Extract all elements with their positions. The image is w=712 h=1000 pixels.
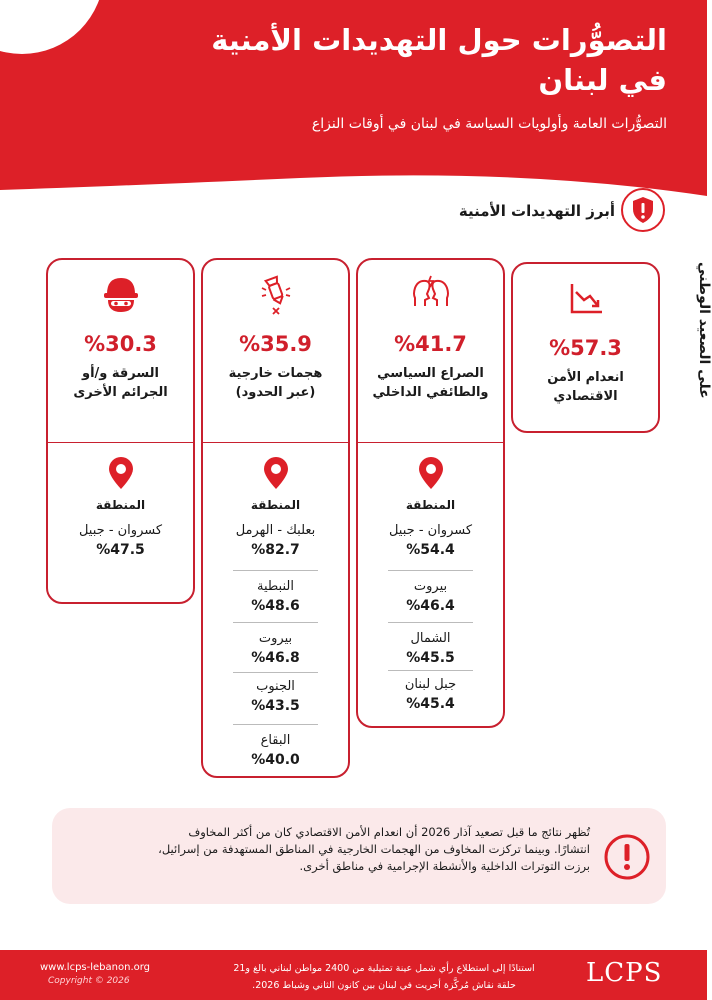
region-divider [388, 622, 473, 623]
threat-label-line-1: هجمات خارجية [228, 366, 323, 381]
source-text [196, 960, 572, 994]
region-divider [233, 622, 318, 623]
region-value: %46.8 [251, 650, 300, 666]
note-text [66, 824, 590, 875]
threat-label-line-1: انعدام الأمن [547, 370, 624, 385]
region-header: المنطقة [405, 498, 456, 512]
copyright-text: Copyright © 2026 [48, 976, 130, 986]
region-value: %40.0 [251, 752, 300, 768]
region-name: الشمال [410, 631, 451, 646]
region-item [358, 578, 503, 616]
card-divider [203, 442, 348, 443]
threat-label-line-2: الاقتصادي [553, 389, 618, 404]
region-item [358, 630, 503, 668]
region-divider [388, 670, 473, 671]
region-divider [233, 724, 318, 725]
footer [0, 950, 707, 1000]
region-divider [388, 570, 473, 571]
conflict-heads-icon [409, 272, 453, 316]
website-link[interactable]: www.lcps-lebanon.org [40, 962, 151, 973]
region-value: %45.5 [406, 650, 455, 666]
region-name: البقاع [260, 733, 291, 748]
region-header: المنطقة [250, 498, 301, 512]
region-name: كسروان - جبيل [78, 523, 163, 538]
threat-percent: %35.9 [239, 332, 312, 356]
location-pin-icon [416, 456, 446, 490]
region-item [48, 522, 193, 560]
exclamation-icon [602, 832, 652, 882]
region-name: بعلبك - الهرمل [235, 523, 316, 538]
source-line-1: استنادًا إلى استطلاع رأي شمل عينة تمثيلية من 2400 مواطن لبناني بالغ و21 [233, 963, 535, 974]
title-line-2: في لبنان [538, 63, 667, 97]
bomb-icon [254, 272, 298, 316]
region-value: %47.5 [96, 542, 145, 558]
region-item [203, 578, 348, 616]
location-pin-icon [106, 456, 136, 490]
threat-percent: %57.3 [549, 336, 622, 360]
threat-label [54, 364, 187, 402]
region-name: بيروت [413, 579, 448, 594]
page-title [67, 20, 667, 100]
note-line-1: تُظهر نتائج ما قبل تصعيد آذار 2026 أن انعدام الأمن الاقتصادي كان من أكثر المخاوف [188, 825, 590, 839]
thief-mask-icon [99, 272, 143, 316]
title-line-1: التصوُّرات حول التهديدات الأمنية [211, 23, 667, 57]
region-item [358, 676, 503, 714]
threat-label-line-2: الجرائم الأخرى [73, 385, 168, 400]
threat-card-economic [511, 262, 660, 433]
region-value: %54.4 [406, 542, 455, 558]
note-line-3: برزت التوترات الداخلية والأنشطة الإجرامية في مناطق أخرى. [299, 859, 590, 873]
region-name: كسروان - جبيل [388, 523, 473, 538]
region-item [203, 678, 348, 716]
threat-label-line-2: (عبر الحدود) [235, 385, 316, 400]
summary-note [52, 808, 666, 904]
region-name: بيروت [258, 631, 293, 646]
header-banner [0, 0, 707, 200]
region-header: المنطقة [95, 498, 146, 512]
region-divider [233, 672, 318, 673]
note-line-2: انتشارًا. وبينما تركزت المخاوف من الهجمات الخارجية في المناطق المستهدفة من إسرائيل، [158, 842, 590, 856]
page-subtitle: التصوُّرات العامة وأولويات السياسة في لبنان في أوقات النزاع [311, 116, 667, 132]
region-name: جبل لبنان [404, 677, 457, 692]
source-line-2: حلقة نقاش مُركَّزة أجريت في لبنان بين كانون الثاني وشباط 2026. [252, 980, 516, 991]
threat-label [209, 364, 342, 402]
region-item [358, 522, 503, 560]
location-pin-icon [261, 456, 291, 490]
threat-label [364, 364, 497, 402]
threat-label [519, 368, 652, 406]
region-value: %43.5 [251, 698, 300, 714]
region-value: %48.6 [251, 598, 300, 614]
threat-label-line-1: السرقة و/أو [82, 366, 159, 381]
threat-percent: %41.7 [394, 332, 467, 356]
threat-card-external [201, 258, 350, 778]
threat-percent: %30.3 [84, 332, 157, 356]
region-name: النبطية [257, 579, 294, 594]
card-divider [358, 442, 503, 443]
region-name: الجنوب [256, 679, 295, 694]
region-item [203, 522, 348, 560]
threat-label-line-1: الصراع السياسي [377, 366, 484, 381]
region-item [203, 732, 348, 770]
region-value: %82.7 [251, 542, 300, 558]
shield-alert-icon [620, 187, 666, 233]
region-value: %45.4 [406, 696, 455, 712]
side-label: على الصعيد الوطني [696, 262, 712, 399]
region-value: %46.4 [406, 598, 455, 614]
lcps-logo: LCPS [586, 958, 663, 988]
region-item [203, 630, 348, 668]
section-title: أبرز التهديدات الأمنية [458, 202, 615, 220]
card-divider [48, 442, 193, 443]
region-divider [233, 570, 318, 571]
threat-label-line-2: والطائفي الداخلي [372, 385, 489, 400]
threat-card-sectarian [356, 258, 505, 728]
threat-card-crime [46, 258, 195, 604]
chart-down-icon [564, 276, 608, 320]
